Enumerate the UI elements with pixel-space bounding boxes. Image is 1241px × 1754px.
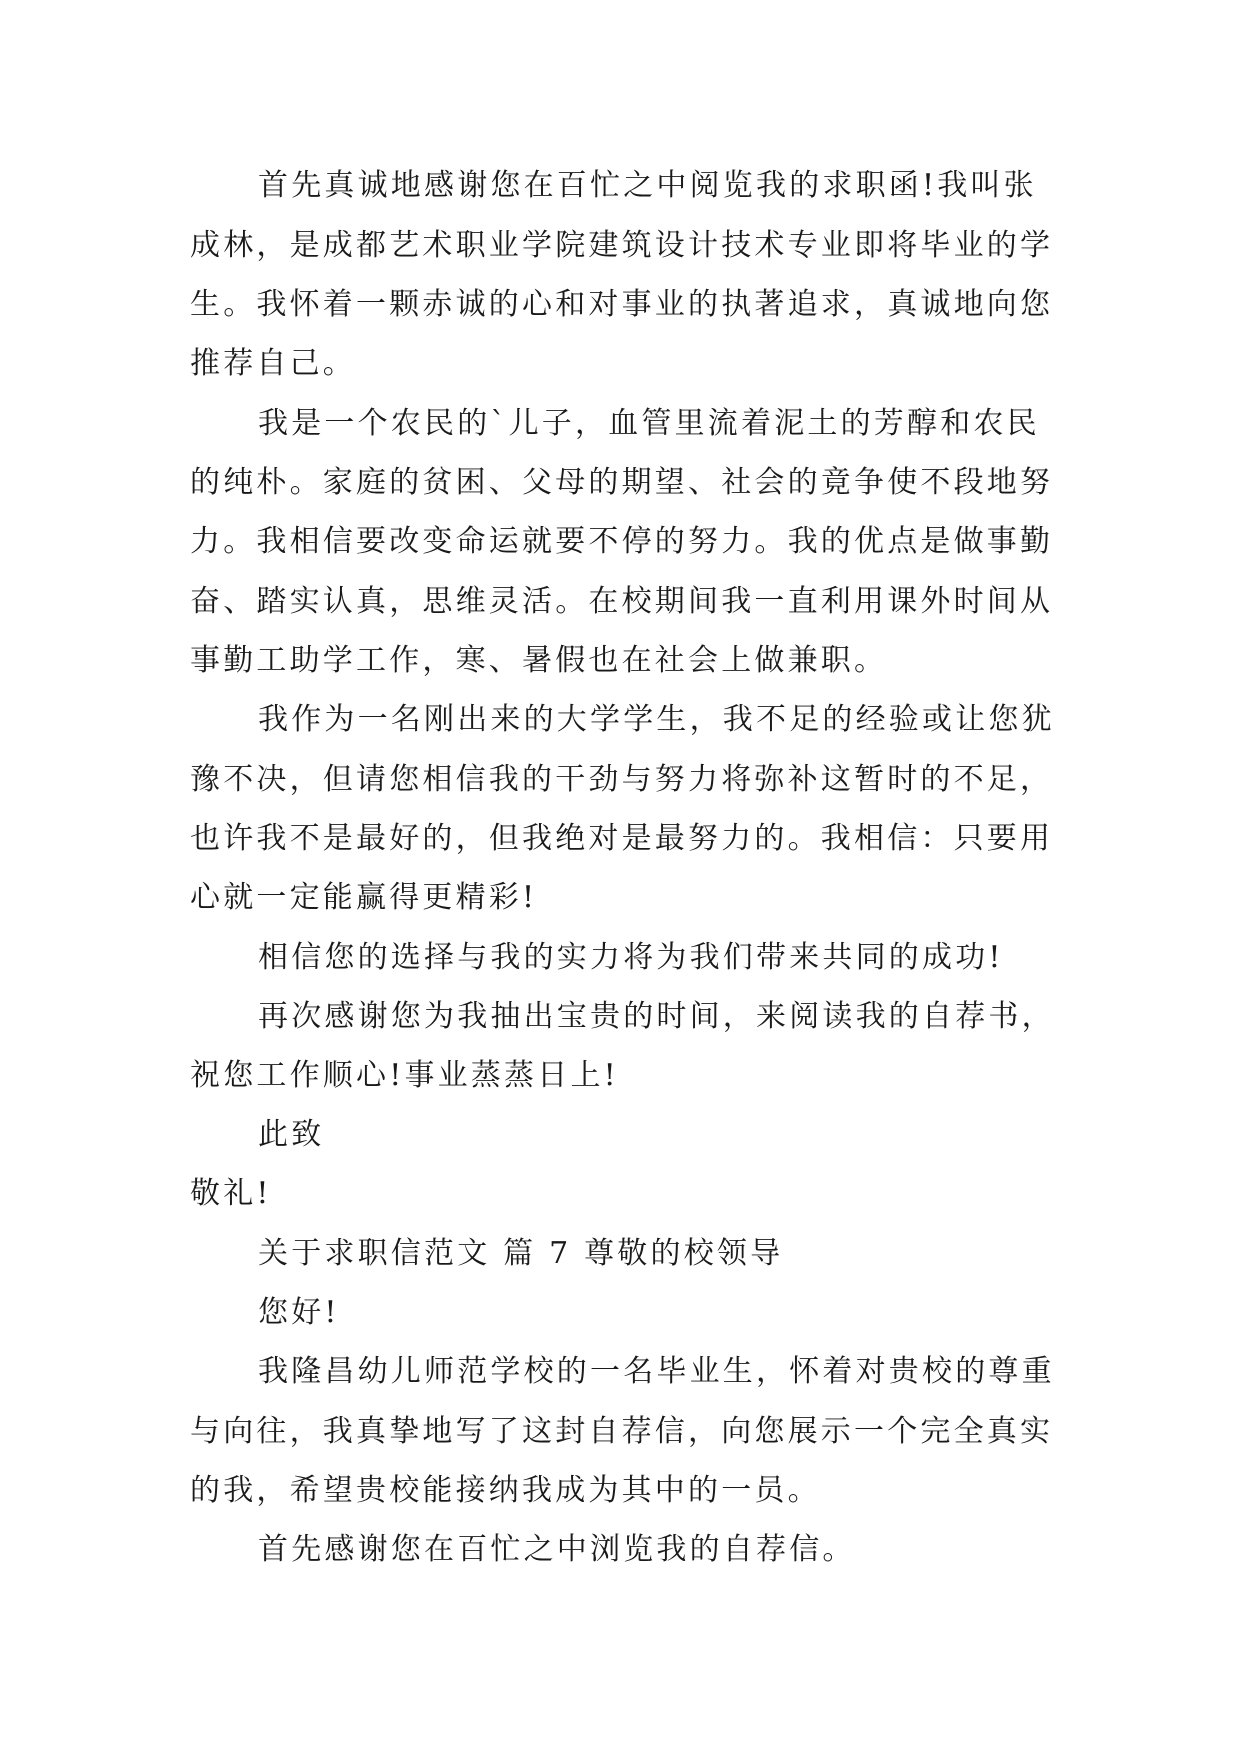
paragraph-line: 我隆昌幼儿师范学校的一名毕业生，怀着对贵校的尊重	[258, 1354, 1055, 1389]
paragraph-line: 心就一定能赢得更精彩!	[190, 880, 538, 915]
paragraph-line: 首先感谢您在百忙之中浏览我的自荐信。	[258, 1532, 856, 1567]
greeting: 您好!	[258, 1295, 340, 1330]
paragraph-line: 祝您工作顺心!事业蒸蒸日上!	[190, 1058, 619, 1093]
paragraph-line: 成林，是成都艺术职业学院建筑设计技术专业即将毕业的学	[190, 228, 1054, 263]
section-heading: 关于求职信范文 篇 7 尊敬的校领导	[258, 1236, 784, 1271]
paragraph-line: 的纯朴。家庭的贫困、父母的期望、社会的竟争使不段地努	[190, 465, 1054, 500]
paragraph-line: 也许我不是最好的，但我绝对是最努力的。我相信：只要用	[190, 821, 1054, 856]
paragraph-line: 的我，希望贵校能接纳我成为其中的一员。	[190, 1473, 821, 1508]
paragraph-line: 奋、踏实认真，思维灵活。在校期间我一直利用课外时间从	[190, 584, 1054, 619]
paragraph-line: 生。我怀着一颗赤诚的心和对事业的执著追求，真诚地向您	[190, 287, 1054, 322]
paragraph-line: 再次感谢您为我抽出宝贵的时间，来阅读我的自荐书，	[258, 999, 1055, 1034]
closing-regards: 敬礼!	[190, 1176, 272, 1211]
paragraph-line: 力。我相信要改变命运就要不停的努力。我的优点是做事勤	[190, 524, 1054, 559]
paragraph-line: 我作为一名刚出来的大学学生，我不足的经验或让您犹	[258, 702, 1055, 737]
paragraph-line: 事勤工助学工作，寒、暑假也在社会上做兼职。	[190, 643, 888, 678]
closing-salutation: 此致	[258, 1117, 325, 1152]
paragraph-line: 豫不决，但请您相信我的干劲与努力将弥补这暂时的不足，	[190, 762, 1054, 797]
paragraph-line: 与向往，我真挚地写了这封自荐信，向您展示一个完全真实	[190, 1414, 1054, 1449]
paragraph-line: 我是一个农民的`儿子，血管里流着泥土的芳醇和农民	[258, 406, 1040, 441]
paragraph-line: 相信您的选择与我的实力将为我们带来共同的成功!	[258, 940, 1004, 975]
paragraph-line: 推荐自己。	[190, 346, 356, 381]
paragraph-line: 首先真诚地感谢您在百忙之中阅览我的求职函!我叫张	[258, 168, 1037, 203]
